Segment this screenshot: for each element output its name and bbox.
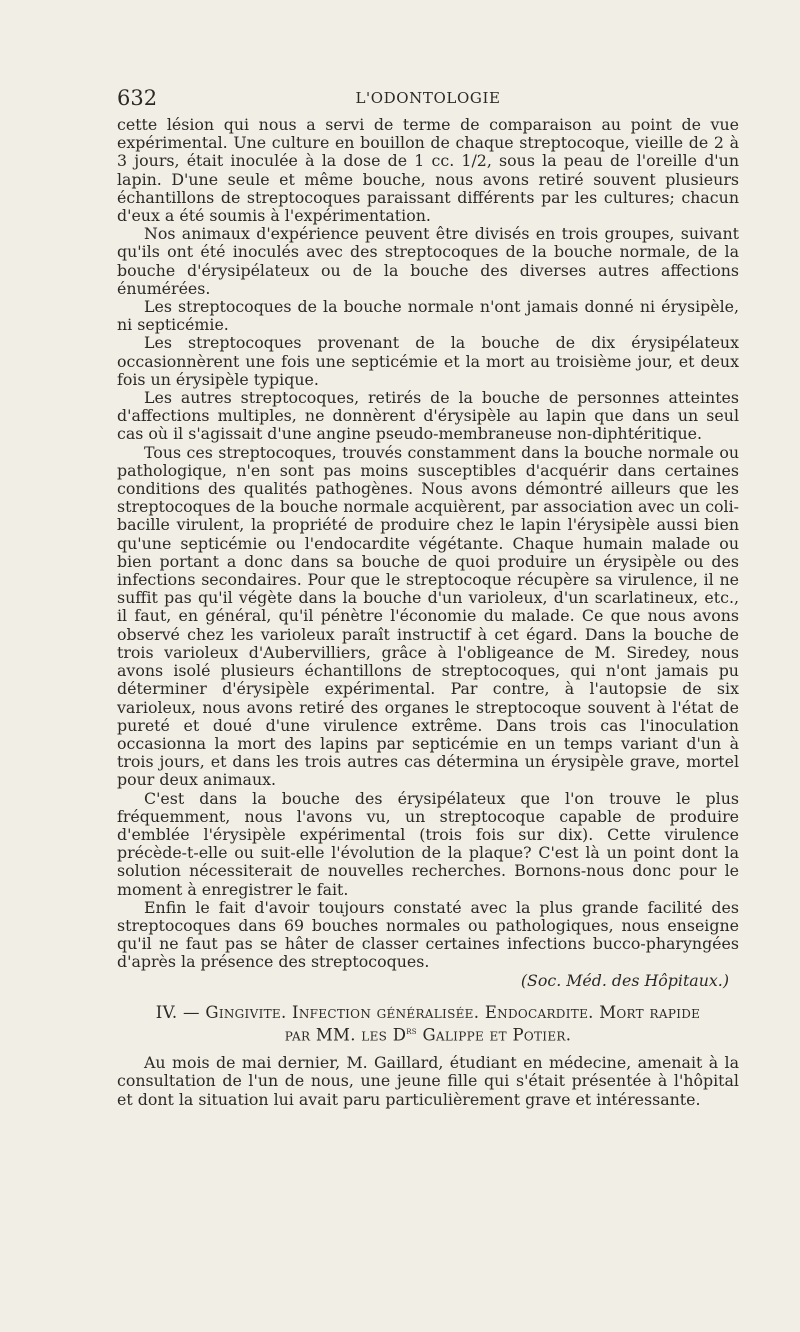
page-number: 632 [117, 86, 158, 110]
paragraph: Les streptocoques provenant de la bouche de dix érysipélateux occasionnèrent une fois une septicémie et la mort au troisième jour, et deux fois un érysipèle typique. [117, 333, 739, 389]
paragraph: C'est dans la bouche des érysipélateux que l'on trouve le plus fréquemment, nous l'avons vu, un streptocoque capable de produire d'emblée l'érysipèle expérimental (trois fois sur dix). Cette virulence précède-t-elle ou suit-elle l'évolution de la plaque? C'est là un point dont la solution nécessiterait de nouvelles recherches. Bornons-nous donc pour le moment à enregistrer le fait. [117, 788, 739, 899]
paragraph: cette lésion qui nous a servi de terme de comparaison au point de vue expérimental. Une culture en bouillon de chaque streptocoque, vieille de 2 à 3 jours, était inoculée à la dose de 1 cc. 1/2, sous la peau de l'oreille d'un lapin. D'une seule et même bouche, nous avons retiré souvent plusieurs échantillons de streptocoques paraissant différents par les cultures; chacun d'eux a été soumis à l'expérimentation. [117, 115, 739, 226]
final-paragraph: Au mois de mai dernier, M. Gaillard, étudiant en médecine, amenait à la consultation de l'un de nous, une jeune fille qui s'était présentée à l'hôpital et dont la situation lui avait paru particulièrement grave et intéressante. [117, 1053, 739, 1109]
section-heading-sup: rs [406, 1025, 417, 1037]
paragraph: Les streptocoques de la bouche normale n'ont jamais donné ni érysipèle, ni septicémie. [117, 297, 739, 335]
page-body [117, 116, 739, 1109]
running-title: L'ODONTOLOGIE [355, 89, 501, 107]
paragraph: Les autres streptocoques, retirés de la bouche de personnes atteintes d'affections multiples, ne donnèrent d'érysipèle au lapin que dans un seul cas où il s'agissait d'une angine pseudo-membraneuse non-diphtéritique. [117, 388, 739, 444]
section-heading-suffix: Galippe et Potier. [416, 1025, 572, 1045]
paragraph: Enfin le fait d'avoir toujours constaté avec la plus grande facilité des streptocoques dans 69 bouches normales ou pathologiques, nous enseigne qu'il ne faut pas se hâter de classer certaines infections bucco-pharyngées d'après la présence des streptocoques. [117, 897, 739, 972]
page-header [117, 86, 739, 112]
section-heading-line1: IV. — Gingivite. Infection généralisée. Endocardite. Mort rapide [155, 1002, 701, 1022]
section-heading [117, 1003, 739, 1045]
citation: (Soc. Méd. des Hôpitaux.) [520, 970, 729, 990]
section-heading-prefix: par MM. les D [284, 1025, 407, 1045]
paragraph: Nos animaux d'expérience peuvent être divisés en trois groupes, suivant qu'ils ont été inoculés avec des streptocoques de la bouche normale, de la bouche d'érysipélateux ou de la bouche des diverses autres affections énumérées. [117, 224, 739, 298]
paragraph: Tous ces streptocoques, trouvés constamment dans la bouche normale ou pathologique, n'en sont pas moins susceptibles d'acquérir dans certaines conditions des qualités pathogènes. Nous avons démontré ailleurs que les streptocoques de la bouche normale acquièrent, par association avec un coli-bacille virulent, la propriété de produire chez le lapin l'érysipèle aussi bien qu'une septicémie ou l'endocardite végétante. Chaque humain malade ou bien portant a donc dans sa bouche de quoi produire un érysipèle ou des infections secondaires. Pour que le streptocoque récupère sa virulence, il ne suffit pas qu'il végète dans la bouche d'un varioleux, d'un scarlatineux, etc., il faut, en général, qu'il pénètre l'économie du malade. Ce que nous avons observé chez les varioleux paraît instructif à cet égard. Dans la bouche de trois varioleux d'Aubervilliers, grâce à l'obligeance de M. Siredey, nous avons isolé plusieurs échantillons de streptocoques, qui n'ont jamais pu déterminer d'érysipèle expérimental. Par contre, à l'autopsie de six varioleux, nous avons retiré des organes le streptocoque souvent à l'état de pureté et doué d'une virulence extrême. Dans trois cas l'inoculation occasionna la mort des lapins par septicémie en un temps variant d'un à trois jours, et dans les trois autres cas détermina un érysipèle grave, mortel pour deux animaux. [117, 442, 739, 790]
section-heading-line2 [117, 1022, 739, 1045]
